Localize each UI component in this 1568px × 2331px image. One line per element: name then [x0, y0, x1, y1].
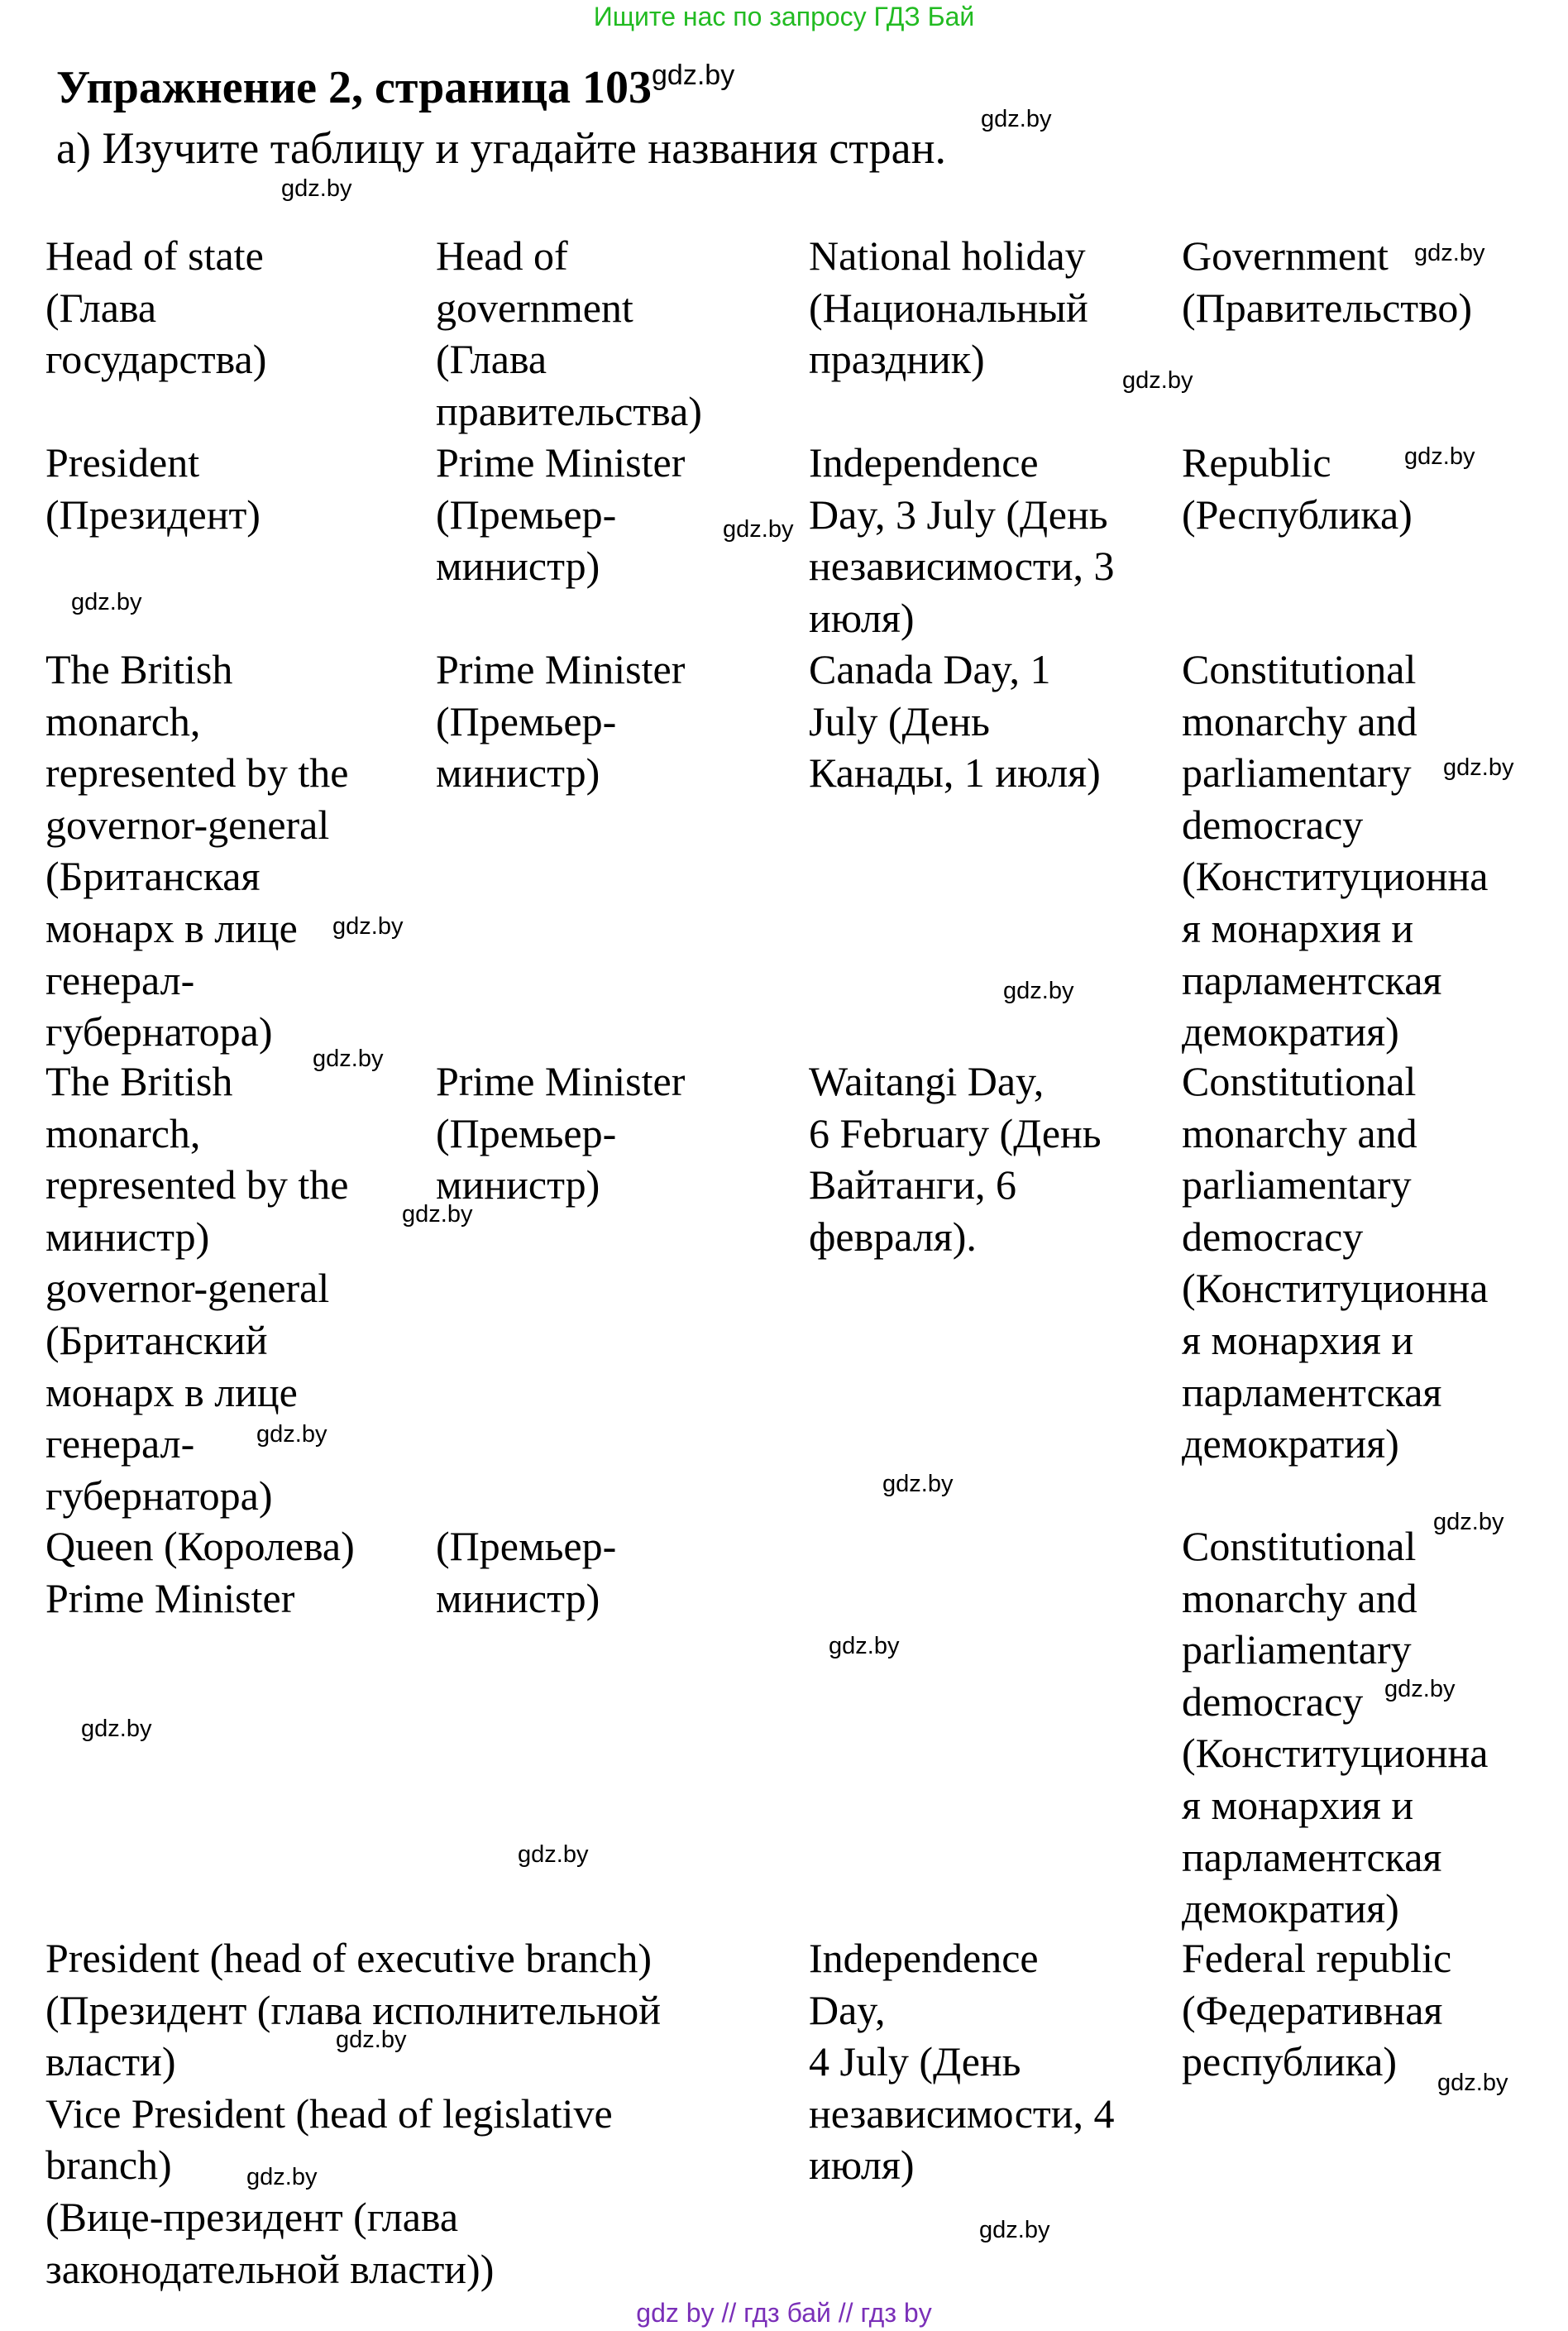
cell-line: (Глава — [45, 284, 157, 331]
watermark: gdz.by — [829, 1633, 900, 1659]
cell-line: democracy — [1182, 1213, 1364, 1260]
table-cell-government — [1182, 1932, 1451, 2088]
cell-line: Independence — [809, 1935, 1039, 1981]
watermark: gdz.by — [402, 1201, 473, 1228]
cell-line: губернатора) — [45, 1472, 273, 1519]
watermark: gdz.by — [1384, 1676, 1456, 1702]
exercise-title: Упражнение 2, страница 103 — [56, 62, 653, 113]
cell-line: governor-general — [45, 1265, 330, 1312]
cell-line: represented by the — [45, 1161, 349, 1209]
exercise-instruction: а) Изучите таблицу и угадайте названия стран. — [56, 123, 946, 173]
cell-line: monarchy and — [1182, 1109, 1417, 1156]
cell-line: President — [45, 439, 200, 486]
cell-line: (Вице-президент (глава — [45, 2193, 459, 2240]
cell-line: 6 February (День — [809, 1109, 1102, 1156]
cell-line: (Премьер- — [436, 491, 617, 538]
cell-line: (Британская — [45, 853, 261, 900]
cell-line: branch) — [45, 2142, 172, 2189]
cell-line: февраля). — [809, 1213, 977, 1260]
watermark: gdz.by — [1003, 978, 1074, 1004]
cell-line: governor-general — [45, 801, 330, 848]
cell-line: генерал- — [45, 1420, 195, 1467]
cell-line: Канады, 1 июля) — [809, 749, 1101, 797]
cell-line: июля) — [809, 594, 915, 641]
cell-line: Independence — [809, 439, 1039, 486]
cell-line: я монархия и — [1182, 1316, 1414, 1363]
cell-line: President (head of executive branch) — [45, 1935, 653, 1981]
table-cell-head-of-state — [45, 1932, 661, 2295]
cell-line: Constitutional — [1182, 1523, 1417, 1569]
cell-line: июля) — [809, 2142, 915, 2189]
cell-line: parliamentary — [1182, 1626, 1412, 1673]
table-cell-head-of-government — [436, 437, 685, 592]
cell-line: монарх в лице — [45, 1368, 298, 1415]
cell-line: парламентская — [1182, 956, 1442, 1003]
table-cell-government — [1182, 437, 1413, 540]
table-cell-national-holiday — [809, 1055, 1102, 1262]
cell-line: The British — [45, 646, 233, 692]
cell-line: (Конституционна — [1182, 1265, 1489, 1312]
cell-line: (Глава — [436, 336, 547, 383]
cell-line: monarchy and — [1182, 1574, 1417, 1621]
cell-line: министр) — [436, 1161, 600, 1209]
cell-line: Prime Minister — [436, 646, 686, 692]
table-cell-government — [1182, 1055, 1488, 1470]
cell-line: Waitangi Day, — [809, 1058, 1045, 1104]
cell-line: parliamentary — [1182, 1161, 1412, 1209]
exercise-heading — [56, 61, 734, 114]
watermark: gdz.by — [1437, 2070, 1508, 2096]
cell-line: монарх в лице — [45, 904, 298, 951]
cell-line: парламентская — [1182, 1833, 1442, 1880]
cell-line: (Конституционна — [1182, 1730, 1489, 1777]
cell-line: National holiday — [809, 232, 1086, 279]
table-cell-head-of-state — [45, 644, 349, 1058]
cell-line: праздник) — [809, 336, 985, 383]
watermark: gdz.by — [981, 106, 1052, 132]
cell-line: Вайтанги, 6 — [809, 1161, 1016, 1209]
cell-line: Government — [1182, 232, 1389, 279]
watermark: gdz.by — [281, 175, 352, 202]
cell-line: (Правительство) — [1182, 284, 1473, 331]
watermark: gdz.by — [1433, 1509, 1504, 1535]
cell-line: (Премьер- — [436, 697, 617, 744]
cell-line: Day, — [809, 1986, 886, 2033]
cell-line: (Республика) — [1182, 491, 1413, 538]
cell-line: parliamentary — [1182, 749, 1412, 797]
table-cell-national-holiday — [809, 644, 1101, 799]
cell-line: (Премьер- — [436, 1109, 617, 1156]
cell-line: (Национальный — [809, 284, 1088, 331]
table-cell-government — [1182, 644, 1488, 1058]
table-cell-head-of-government — [436, 230, 702, 437]
cell-line: министр) — [45, 1213, 210, 1260]
cell-line: Prime Minister — [436, 1058, 686, 1104]
cell-line: July (День — [809, 697, 990, 744]
cell-line: government — [436, 284, 633, 331]
cell-line: демократия) — [1182, 1008, 1399, 1055]
cell-line: democracy — [1182, 801, 1364, 848]
watermark: gdz.by — [652, 60, 735, 91]
watermark: gdz.by — [313, 1046, 384, 1072]
cell-line: независимости, 4 — [809, 2089, 1115, 2137]
cell-line: The British — [45, 1058, 233, 1104]
cell-line: Prime Minister — [436, 439, 686, 486]
cell-line: Federal republic — [1182, 1935, 1452, 1981]
cell-line: демократия) — [1182, 1885, 1399, 1932]
cell-line: я монархия и — [1182, 1781, 1414, 1828]
cell-line: губернатора) — [45, 1008, 273, 1055]
cell-line: monarchy and — [1182, 697, 1417, 744]
cell-line: Constitutional — [1182, 1058, 1417, 1104]
cell-line: Head of — [436, 232, 568, 279]
cell-line: генерал- — [45, 956, 195, 1003]
footer-links[interactable]: gdz by // гдз бай // гдз by — [636, 2298, 932, 2328]
watermark: gdz.by — [256, 1421, 327, 1448]
cell-line: 4 July (День — [809, 2038, 1021, 2085]
watermark: gdz.by — [246, 2164, 318, 2190]
cell-line: Canada Day, 1 — [809, 646, 1051, 692]
watermark: gdz.by — [81, 1716, 152, 1742]
watermark: gdz.by — [71, 589, 142, 615]
cell-line: министр) — [436, 543, 600, 590]
table-cell-head-of-government — [436, 1520, 616, 1624]
watermark: gdz.by — [1443, 754, 1514, 781]
watermark: gdz.by — [1414, 240, 1485, 266]
table-cell-head-of-government — [436, 1055, 685, 1211]
cell-line: (Президент (глава исполнительной — [45, 1986, 662, 2033]
cell-line: республика) — [1182, 2038, 1398, 2085]
cell-line: represented by the — [45, 749, 349, 797]
cell-line: Prime Minister — [45, 1574, 295, 1621]
watermark: gdz.by — [1404, 443, 1475, 470]
table-cell-national-holiday — [809, 230, 1088, 385]
watermark: gdz.by — [518, 1841, 589, 1868]
top-banner[interactable]: Ищите нас по запросу ГДЗ Бай — [593, 2, 975, 31]
cell-line: министр) — [436, 1574, 600, 1621]
watermark: gdz.by — [332, 913, 404, 940]
table-cell-head-of-government — [436, 644, 685, 799]
cell-line: (Премьер- — [436, 1523, 617, 1569]
cell-line: monarch, — [45, 697, 201, 744]
cell-line: власти) — [45, 2038, 176, 2085]
cell-line: я монархия и — [1182, 904, 1414, 951]
cell-line: democracy — [1182, 1678, 1364, 1725]
watermark: gdz.by — [336, 2027, 407, 2053]
cell-line: (Президент) — [45, 491, 261, 538]
cell-line: правительства) — [436, 387, 702, 434]
cell-line: Constitutional — [1182, 646, 1417, 692]
table-cell-head-of-state — [45, 1055, 349, 1521]
cell-line: министр) — [436, 749, 600, 797]
cell-line: (Конституционна — [1182, 853, 1489, 900]
cell-line: независимости, 3 — [809, 543, 1115, 590]
watermark: gdz.by — [979, 2217, 1050, 2243]
cell-line: Republic — [1182, 439, 1331, 486]
cell-line: (Британский — [45, 1316, 268, 1363]
cell-line: Day, 3 July (День — [809, 491, 1108, 538]
cell-line: Queen (Королева) — [45, 1523, 355, 1569]
cell-line: парламентская — [1182, 1368, 1442, 1415]
cell-line: демократия) — [1182, 1420, 1399, 1467]
table-cell-head-of-state — [45, 437, 261, 540]
cell-line: monarch, — [45, 1109, 201, 1156]
watermark: gdz.by — [723, 516, 794, 543]
table-cell-head-of-state — [45, 1520, 355, 1624]
table-cell-government — [1182, 1520, 1488, 1935]
cell-line: (Федеративная — [1182, 1986, 1443, 2033]
table-cell-head-of-state — [45, 230, 266, 385]
watermark: gdz.by — [882, 1471, 954, 1497]
cell-line: законодательной власти)) — [45, 2245, 495, 2292]
table-cell-national-holiday — [809, 437, 1115, 644]
cell-line: Vice President (head of legislative — [45, 2089, 613, 2137]
cell-line: Head of state — [45, 232, 264, 279]
table-cell-national-holiday — [809, 1932, 1115, 2191]
cell-line: государства) — [45, 336, 267, 383]
watermark: gdz.by — [1122, 367, 1193, 394]
